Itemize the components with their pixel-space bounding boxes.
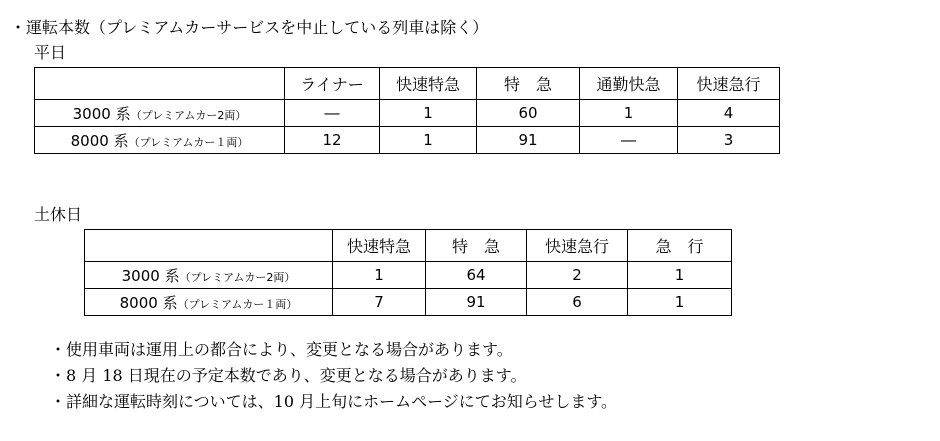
weekday-label: 平日 <box>34 43 67 62</box>
notes-list <box>50 337 617 415</box>
table-cell: 1 <box>380 100 477 127</box>
header-corner <box>35 68 285 100</box>
row-header <box>85 289 333 316</box>
column-header: 通勤快急 <box>580 68 678 100</box>
table-cell: 91 <box>477 127 580 154</box>
table-cell: 64 <box>426 262 527 289</box>
series-name: 3000 系 <box>72 104 131 123</box>
row-header <box>35 127 285 154</box>
series-note: （プレミアムカー１両） <box>128 135 249 149</box>
holiday-label: 土休日 <box>34 205 83 224</box>
table-row <box>35 127 780 154</box>
column-header: 快速特急 <box>380 68 477 100</box>
table-cell: 1 <box>628 262 732 289</box>
series-name: 3000 系 <box>121 266 180 285</box>
column-header: 急 行 <box>628 230 732 262</box>
table-cell: 1 <box>628 289 732 316</box>
table-row <box>35 100 780 127</box>
section-heading: ・運転本数（プレミアムカーサービスを中止している列車は除く） <box>10 18 489 37</box>
table-cell: 1 <box>380 127 477 154</box>
table-cell: 2 <box>527 262 628 289</box>
table-header-row <box>85 230 732 262</box>
series-name: 8000 系 <box>70 131 129 150</box>
table-cell: ― <box>580 127 678 154</box>
table-header-row <box>35 68 780 100</box>
table-cell: 7 <box>333 289 426 316</box>
row-header <box>35 100 285 127</box>
table-row <box>85 262 732 289</box>
table-cell: 1 <box>580 100 678 127</box>
table-cell: 60 <box>477 100 580 127</box>
column-header: 快速急行 <box>678 68 780 100</box>
table-cell: 1 <box>333 262 426 289</box>
header-corner <box>85 230 333 262</box>
table-cell: 12 <box>285 127 380 154</box>
table-cell: ― <box>285 100 380 127</box>
column-header: 快速特急 <box>333 230 426 262</box>
column-header: 特 急 <box>426 230 527 262</box>
note-item: ・使用車両は運用上の都合により、変更となる場合があります。 <box>50 340 513 359</box>
table-cell: 6 <box>527 289 628 316</box>
row-header <box>85 262 333 289</box>
series-name: 8000 系 <box>119 293 178 312</box>
table-row <box>85 289 732 316</box>
table-cell: 3 <box>678 127 780 154</box>
column-header: 快速急行 <box>527 230 628 262</box>
series-note: （プレミアムカー2両） <box>130 108 247 122</box>
series-note: （プレミアムカー１両） <box>177 297 298 311</box>
column-header: 特 急 <box>477 68 580 100</box>
holiday-table <box>84 229 732 316</box>
table-cell: 91 <box>426 289 527 316</box>
series-note: （プレミアムカー2両） <box>179 270 296 284</box>
column-header: ライナー <box>285 68 380 100</box>
note-item: ・8 月 18 日現在の予定本数であり、変更となる場合があります。 <box>50 366 527 385</box>
note-item: ・詳細な運転時刻については、10 月上旬にホームページにてお知らせします。 <box>50 392 618 411</box>
weekday-table <box>34 67 780 154</box>
table-cell: 4 <box>678 100 780 127</box>
